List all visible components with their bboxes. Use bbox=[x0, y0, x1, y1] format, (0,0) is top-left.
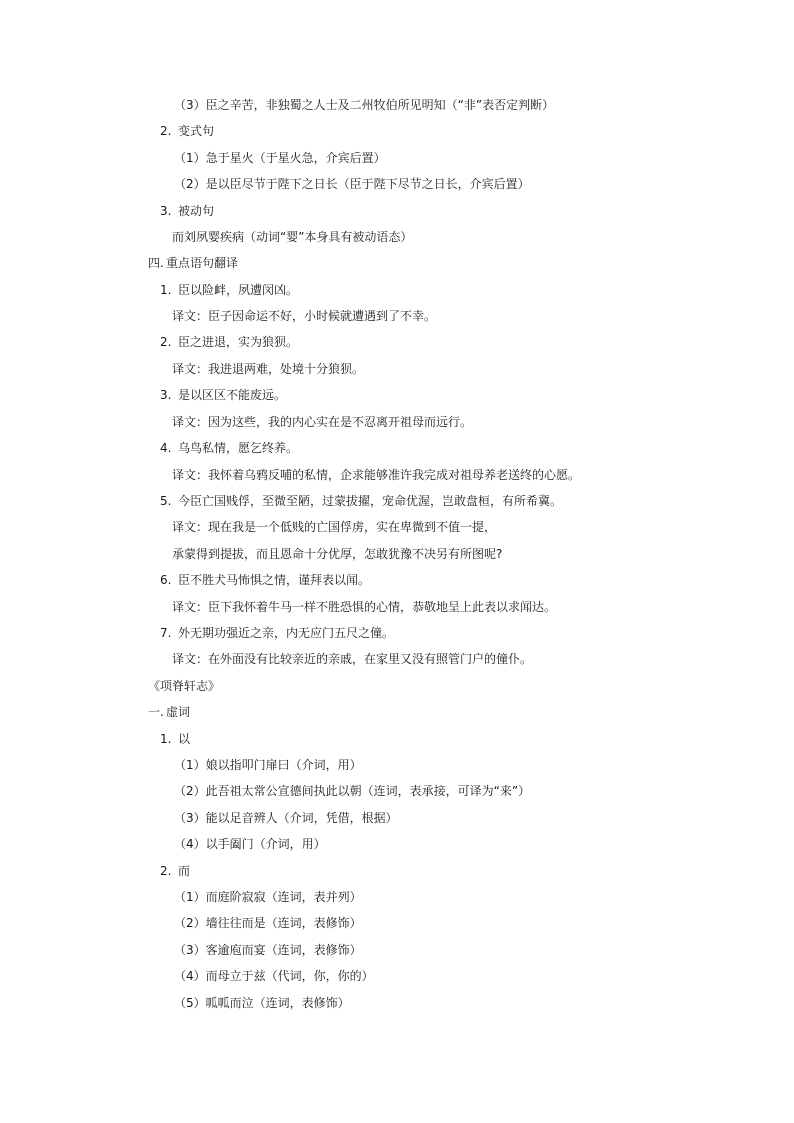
subsection-heading bbox=[160, 123, 214, 139]
item-number: 6. bbox=[160, 573, 172, 587]
item-number: 2. bbox=[160, 335, 172, 349]
section-heading bbox=[148, 255, 238, 271]
example-line: （4）而母立于兹（代词，你，你的） bbox=[174, 969, 374, 983]
heading-text: 变式句 bbox=[178, 124, 215, 138]
sentence-item bbox=[160, 493, 562, 509]
subsection-heading bbox=[160, 863, 190, 879]
section-number: 一. bbox=[148, 705, 164, 719]
heading-text: 虚词 bbox=[166, 705, 191, 719]
sentence-text: 臣以险衅，夙遭闵凶。 bbox=[178, 283, 299, 297]
example-line: 而刘夙婴疾病（动词“婴”本身具有被动语态） bbox=[172, 230, 413, 244]
sentence-text: 乌鸟私情，愿乞终养。 bbox=[178, 441, 299, 455]
item-number: 4. bbox=[160, 441, 172, 455]
example-line: （1）娘以指叩门扉曰（介词，用） bbox=[174, 758, 362, 772]
translation-line: 译文：在外面没有比较亲近的亲戚，在家里又没有照管门户的僮仆。 bbox=[172, 652, 533, 666]
item-number: 1. bbox=[160, 283, 172, 297]
translation-line: 译文：因为这些，我的内心实在是不忍离开祖母而远行。 bbox=[172, 415, 473, 429]
heading-text: 重点语句翻译 bbox=[166, 256, 239, 270]
example-line: （3）臣之辛苦，非独蜀之人士及二州牧伯所见明知（“非”表否定判断） bbox=[174, 98, 555, 112]
item-number: 2. bbox=[160, 124, 172, 138]
sentence-text: 臣不胜犬马怖惧之情，谨拜表以闻。 bbox=[178, 573, 371, 587]
translation-line: 译文：我进退两难，处境十分狼狈。 bbox=[172, 362, 365, 376]
item-number: 7. bbox=[160, 626, 172, 640]
translation-line: 译文：臣下我怀着牛马一样不胜恐惧的心情，恭敬地呈上此表以求闻达。 bbox=[172, 600, 557, 614]
example-line: （2）此吾祖太常公宣德间执此以朝（连词，表承接，可译为“来”） bbox=[174, 784, 531, 798]
sentence-item bbox=[160, 387, 286, 403]
item-number: 3. bbox=[160, 388, 172, 402]
text-title: 《项脊轩志》 bbox=[148, 679, 221, 693]
sentence-text: 臣之进退，实为狼狈。 bbox=[178, 335, 299, 349]
item-number: 5. bbox=[160, 494, 172, 508]
translation-line: 译文：现在我是一个低贱的亡国俘虏，实在卑微到不值一提， bbox=[172, 520, 497, 534]
example-line: （4）以手阖门（介词，用） bbox=[174, 837, 326, 851]
sentence-text: 是以区区不能废远。 bbox=[178, 388, 287, 402]
example-line: （3）能以足音辨人（介词，凭借，根据） bbox=[174, 811, 398, 825]
item-number: 1. bbox=[160, 732, 172, 746]
sentence-item bbox=[160, 440, 298, 456]
item-number: 2. bbox=[160, 864, 172, 878]
translation-line: 译文：臣子因命运不好，小时候就遭遇到了不幸。 bbox=[172, 309, 437, 323]
sentence-text: 今臣亡国贱俘，至微至陋，过蒙拔擢，宠命优渥，岂敢盘桓，有所希冀。 bbox=[178, 494, 563, 508]
heading-text: 以 bbox=[178, 732, 191, 746]
sentence-item bbox=[160, 334, 298, 350]
section-number: 四. bbox=[148, 256, 164, 270]
translation-line: 译文：我怀着乌鸦反哺的私情，企求能够准许我完成对祖母养老送终的心愿。 bbox=[172, 468, 581, 482]
sentence-item bbox=[160, 625, 394, 641]
section-heading bbox=[148, 704, 190, 720]
heading-text: 被动句 bbox=[178, 204, 215, 218]
example-line: （2）墙往往而是（连词，表修饰） bbox=[174, 916, 362, 930]
translation-line: 承蒙得到提拔，而且恩命十分优厚，怎敢犹豫不决另有所图呢? bbox=[172, 547, 503, 561]
subsection-heading bbox=[160, 731, 190, 747]
example-line: （2）是以臣尽节于陛下之日长（臣于陛下尽节之日长，介宾后置） bbox=[174, 177, 530, 191]
sentence-text: 外无期功强近之亲，内无应门五尺之僮。 bbox=[178, 626, 395, 640]
example-line: （3）客逾庖而宴（连词，表修饰） bbox=[174, 943, 362, 957]
sentence-item bbox=[160, 282, 298, 298]
example-line: （1）急于星火（于星火急，介宾后置） bbox=[174, 151, 386, 165]
example-line: （5）呱呱而泣（连词，表修饰） bbox=[174, 996, 350, 1010]
subsection-heading bbox=[160, 203, 214, 219]
example-line: （1）而庭阶寂寂（连词，表并列） bbox=[174, 890, 362, 904]
item-number: 3. bbox=[160, 204, 172, 218]
heading-text: 而 bbox=[178, 864, 191, 878]
sentence-item bbox=[160, 572, 370, 588]
